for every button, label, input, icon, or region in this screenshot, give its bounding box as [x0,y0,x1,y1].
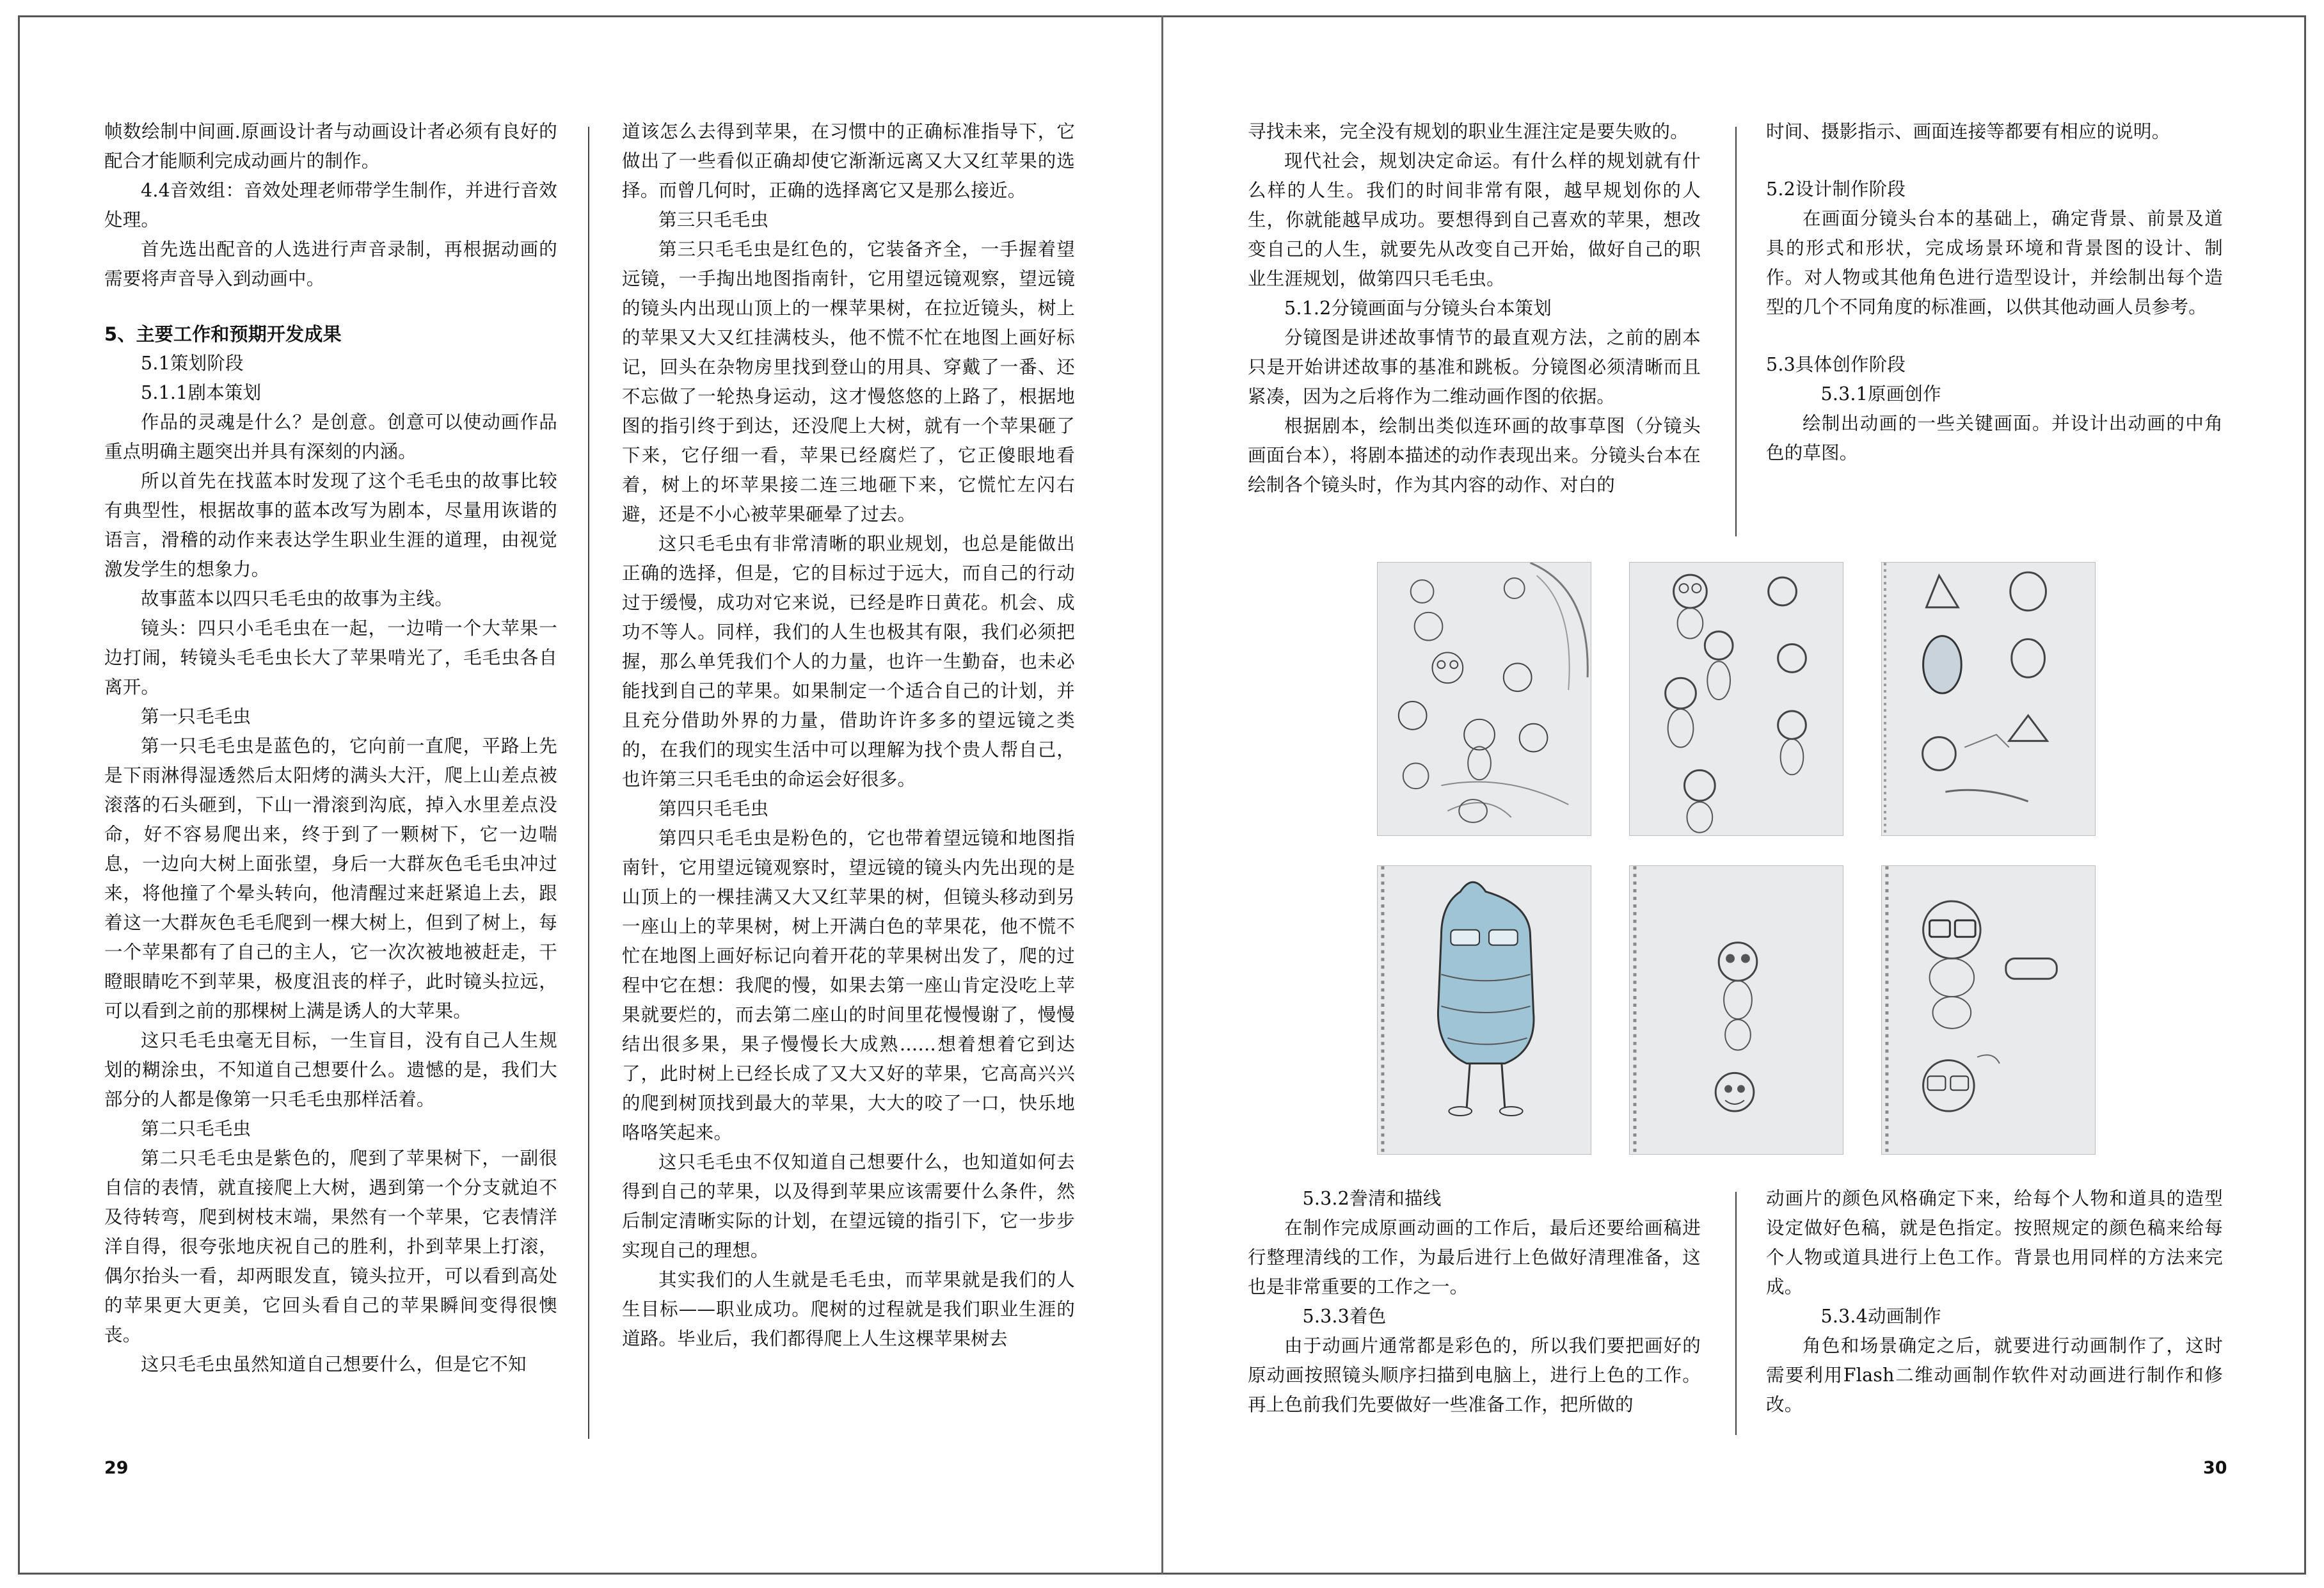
right-column-rule-top [1735,127,1737,536]
caterpillar-heading: 第一只毛毛虫 [141,706,251,727]
right-col-2-bottom [1766,1184,2223,1420]
subheading: 5.2设计制作阶段 [1766,179,1906,200]
para: 镜头：四只小毛毛虫在一起，一边啃一个大苹果一边打闹，转镜头毛毛虫长大了苹果啃光了，毛毛虫各自离开。 [104,618,557,698]
sketch-1-art [1378,563,1591,835]
para: 动画片的颜色风格确定下来，给每个人物和道具的造型设定做好色稿，就是色指定。按照规定的颜色稿来给每个人物或道具进行上色工作。背景也用同样的方法来完成。 [1766,1188,2223,1297]
para: 这只毛毛虫有非常清晰的职业规划，也总是能做出正确的选择，但是，它的目标过于远大，而自己的行动过于缓慢，成功对它来说，已经是昨日黄花。机会、成功不等人。同样，我们的人生也极其有限，我们必须把握，那么单凭我们个人的力量，也许一生勤奋，也未必能找到自己的苹果。如果制定一个适合自己的计划，并且充分借助外界的力量，借助许许多多的望远镜之类的，在我们的现实生活中可以理解为找个贵人帮自己，也许第三只毛毛虫的命运会好很多。 [622,533,1075,790]
subheading: 5.1策划阶段 [141,353,244,374]
caterpillar-heading: 第二只毛毛虫 [141,1118,251,1139]
para: 分镜图是讲述故事情节的最直观方法，之前的剧本只是开始讲述故事的基准和跳板。分镜图必须清晰而且紧凑，因为之后将作为二维动画作图的依据。 [1248,327,1701,407]
sketch-4-art [1378,866,1591,1154]
sketch-6 [1881,865,2096,1155]
subheading: 5.1.2分镜画面与分镜头台本策划 [1284,298,1552,319]
sketch-1 [1377,562,1591,836]
para: 第四只毛毛虫是粉色的，它也带着望远镜和地图指南针，它用望远镜观察时，望远镜的镜头内先出现的是山顶上的一棵挂满又大又红苹果的树，但镜头移动到另一座山上的苹果树，树上开满白色的苹果花，他不慌不忙在地图上画好标记向着开花的苹果树出发了，爬的过程中它在想：我爬的慢，如果去第一座山肯定没吃上苹果就要烂的，而去第二座山的时间里花慢慢谢了，慢慢结出很多果，果子慢慢长大成熟……想着想着它到达了，此时树上已经长成了又大又好的苹果，它高高兴兴的爬到树顶找到最大的苹果，大大的咬了一口，快乐地咯咯笑起来。 [622,828,1075,1143]
book-spine [1161,15,1163,1575]
sketch-3 [1881,562,2096,836]
para: 现代社会，规划决定命运。有什么样的规划就有什么样的人生。我们的时间非常有限，越早规划你的人生，你就能越早成功。要想得到自己喜欢的苹果，想改变自己的人生，就要先从改变自己开始，做好自己的职业生涯规划，做第四只毛毛虫。 [1248,150,1701,289]
sketch-6-art [1882,866,2095,1154]
para: 角色和场景确定之后，就要进行动画制作了，这时需要利用Flash二维动画制作软件对动画进行制作和修改。 [1766,1335,2223,1415]
right-col-1-bottom [1248,1184,1701,1420]
para: 第二只毛毛虫是紫色的，爬到了苹果树下，一副很自信的表情，就直接爬上大树，遇到第一个分支就迫不及待转弯，爬到树枝末端，果然有一个苹果，它表情洋洋自得，很夸张地庆祝自己的胜利，扑到苹果上打滚，偶尔抬头一看，却两眼发直，镜头拉开，可以看到高处的苹果更大更美，它回头看自己的苹果瞬间变得很懊丧。 [104,1148,557,1345]
subheading: 5.3.1原画创作 [1820,383,1941,405]
para: 其实我们的人生就是毛毛虫，而苹果就是我们的人生目标——职业成功。爬树的过程就是我们职业生涯的道路。毕业后，我们都得爬上人生这棵苹果树去 [622,1269,1075,1349]
subheading: 5.1.1剧本策划 [141,382,262,403]
para: 4.4音效组：音效处理老师带学生制作，并进行音效处理。 [104,180,557,230]
caterpillar-heading: 第四只毛毛虫 [658,798,769,819]
para: 由于动画片通常都是彩色的，所以我们要把画好的原动画按照镜头顺序扫描到电脑上，进行上色的工作。再上色前我们先要做好一些准备工作，把所做的 [1248,1335,1701,1415]
page-number-right: 30 [2203,1458,2227,1478]
left-col-2 [622,117,1075,1354]
para: 这只毛毛虫毫无目标，一生盲目，没有自己人生规划的糊涂虫，不知道自己想要什么。遗憾的是，我们大部分的人都是像第一只毛毛虫那样活着。 [104,1030,557,1110]
para: 第三只毛毛虫是红色的，它装备齐全，一手握着望远镜，一手掏出地图指南针，它用望远镜观察，望远镜的镜头内出现山顶上的一棵苹果树，在拉近镜头，树上的苹果又大又红挂满枝头，他不慌不忙在地图上画好标记，回头在杂物房里找到登山的用具、穿戴了一番、还不忘做了一轮热身运动，这才慢悠悠的上路了，根据地图的指引终于到达，还没爬上大树，就有一个苹果砸了下来，它仔细一看，苹果已经腐烂了，它正傻眼地看着，树上的坏苹果接二连三地砸下来，它慌忙左闪右避，还是不小心被苹果砸晕了过去。 [622,239,1075,525]
para: 时间、摄影指示、画面连接等都要有相应的说明。 [1766,121,2170,142]
subheading: 5.3.3着色 [1302,1306,1387,1327]
right-col-2-top [1766,117,2223,468]
para: 道该怎么去得到苹果，在习惯中的正确标准指导下，它做出了一些看似正确却使它渐渐远离又大又红苹果的选择。而曾几何时，正确的选择离它又是那么接近。 [622,121,1075,201]
right-col-1-top [1248,117,1701,500]
para: 寻找未来，完全没有规划的职业生涯注定是要失败的。 [1248,121,1689,142]
right-column-rule-bottom [1735,1192,1737,1435]
para: 首先选出配音的人选进行声音录制，再根据动画的需要将声音导入到动画中。 [104,239,557,289]
sketch-5 [1629,865,1843,1155]
sketch-3-art [1882,563,2095,835]
subheading: 5.3具体创作阶段 [1766,354,1906,375]
subheading: 5.3.2誊清和描线 [1302,1188,1442,1209]
caterpillar-heading: 第三只毛毛虫 [658,209,769,230]
para: 绘制出动画的一些关键画面。并设计出动画的中角色的草图。 [1766,413,2223,463]
sketch-2 [1629,562,1843,836]
left-col-1 [104,117,557,1379]
para: 这只毛毛虫虽然知道自己想要什么，但是它不知 [141,1354,527,1375]
para: 第一只毛毛虫是蓝色的，它向前一直爬，平路上先是下雨淋得湿透然后太阳烤的满头大汗，爬上山差点被滚落的石头砸到，下山一滑滚到沟底，掉入水里差点没命，好不容易爬出来，终于到了一颗树下，它一边喘息，一边向大树上面张望，身后一大群灰色毛毛虫冲过来，将他撞了个晕头转向，他清醒过来赶紧追上去，跟着这一大群灰色毛毛爬到一棵大树上，但到了树上，每一个苹果都有了自己的主人，它一次次被地被赶走，干瞪眼睛吃不到苹果，极度沮丧的样子，此时镜头拉远，可以看到之前的那棵树上满是诱人的大苹果。 [104,735,557,1022]
section-heading: 5、主要工作和预期开发成果 [104,323,342,345]
sketch-5-art [1630,866,1843,1154]
page-number-left: 29 [104,1458,129,1478]
sketch-2-art [1630,563,1843,835]
subheading: 5.3.4动画制作 [1820,1306,1941,1327]
para: 所以首先在找蓝本时发现了这个毛毛虫的故事比较有典型性，根据故事的蓝本改写为剧本，尽量用诙谐的语言，滑稽的动作来表达学生职业生涯的道理，由视觉激发学生的想象力。 [104,470,557,580]
sketch-4 [1377,865,1591,1155]
para: 故事蓝本以四只毛毛虫的故事为主线。 [141,588,453,609]
para: 帧数绘制中间画.原画设计者与动画设计者必须有良好的配合才能顺利完成动画片的制作。 [104,121,557,172]
para: 这只毛毛虫不仅知道自己想要什么，也知道如何去得到自己的苹果，以及得到苹果应该需要什么条件，然后制定清晰实际的计划，在望远镜的指引下，它一步步实现自己的理想。 [622,1151,1075,1261]
para: 根据剧本，绘制出类似连环画的故事草图（分镜头画面台本），将剧本描述的动作表现出来。分镜头台本在绘制各个镜头时，作为其内容的动作、对白的 [1248,415,1701,495]
para: 在画面分镜头台本的基础上，确定背景、前景及道具的形式和形状，完成场景环境和背景图的设计、制作。对人物或其他角色进行造型设计，并绘制出每个造型的几个不同角度的标准画，以供其他动画人员参考。 [1766,208,2223,317]
left-column-rule [588,127,589,1439]
para: 在制作完成原画动画的工作后，最后还要给画稿进行整理清线的工作，为最后进行上色做好清理准备，这也是非常重要的工作之一。 [1248,1217,1701,1297]
para: 作品的灵魂是什么？是创意。创意可以使动画作品重点明确主题突出并具有深刻的内涵。 [104,412,557,462]
